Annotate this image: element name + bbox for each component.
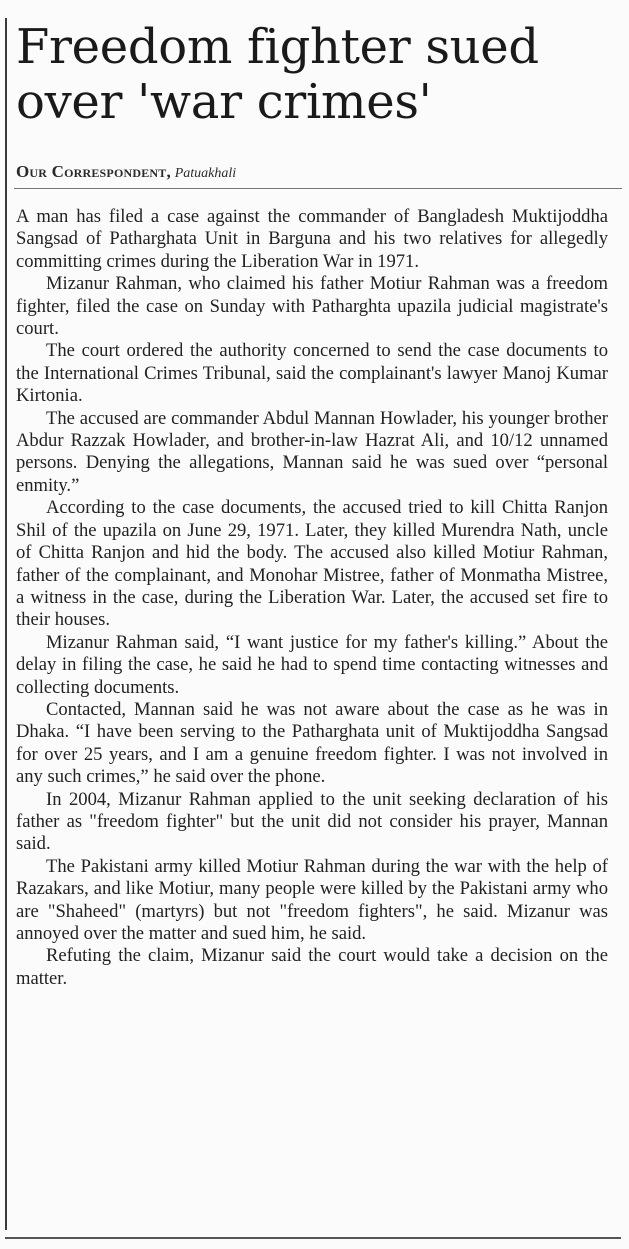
column-rule-left <box>5 18 7 1230</box>
byline-author: Our Correspondent, <box>16 162 171 181</box>
byline-divider <box>14 188 622 189</box>
byline <box>16 162 236 182</box>
column-rule-bottom <box>5 1237 621 1239</box>
paragraph: Mizanur Rahman, who claimed his father Motiur Rahman was a freedom fighter, filed the case on Sunday with Patharghta upazila judicial magistrate's court. <box>16 273 608 340</box>
paragraph: The court ordered the authority concerned to send the case documents to the International Crimes Tribunal, said the complainant's lawyer Manoj Kumar Kirtonia. <box>16 340 608 407</box>
paragraph: Contacted, Mannan said he was not aware about the case as he was in Dhaka. “I have been serving to the Patharghata unit of Muktijoddha Sangsad for over 25 years, and I am a genuine freedom fighter. I was not involved in any such crimes,” he said over the phone. <box>16 698 608 788</box>
paragraph: Mizanur Rahman said, “I want justice for my father's killing.” About the delay in filing the case, he said he had to spend time contacting witnesses and collecting documents. <box>16 631 608 698</box>
paragraph: Refuting the claim, Mizanur said the court would take a decision on the matter. <box>16 945 608 989</box>
paragraph: In 2004, Mizanur Rahman applied to the unit seeking declaration of his father as "freedom fighter" but the unit did not consider his prayer, Mannan said. <box>16 788 608 855</box>
paragraph: The Pakistani army killed Motiur Rahman during the war with the help of Razakars, and like Motiur, many people were killed by the Pakistani army who are "Shaheed" (martyrs) but not "freedom fighters", he said. Mizanur was annoyed over the matter and sued him, he said. <box>16 855 608 944</box>
headline: Freedom fighter sued over 'war crimes' <box>16 19 539 130</box>
paragraph: According to the case documents, the accused tried to kill Chitta Ranjon Shil of the upazila on June 29, 1971. Later, they killed Murendra Nath, uncle of Chitta Ranjon and hid the body. The accused also killed Motiur Rahman, father of the complainant, and Monohar Mistree, father of Monmatha Mistree, a witness in the case, during the Liberation War. Later, the accused set fire to their houses. <box>16 497 608 631</box>
byline-location: Patuakhali <box>174 166 237 181</box>
article-body <box>16 206 608 990</box>
paragraph: The accused are commander Abdul Mannan Howlader, his younger brother Abdur Razzak Howlader, and brother-in-law Hazrat Ali, and 10/12 unnamed persons. Denying the allegations, Mannan said he was sued over “personal enmity.” <box>16 407 608 496</box>
paragraph: A man has filed a case against the commander of Bangladesh Muktijoddha Sangsad of Patharghata Unit in Barguna and his two relatives for allegedly committing crimes during the Liberation War in 1971. <box>16 206 608 272</box>
